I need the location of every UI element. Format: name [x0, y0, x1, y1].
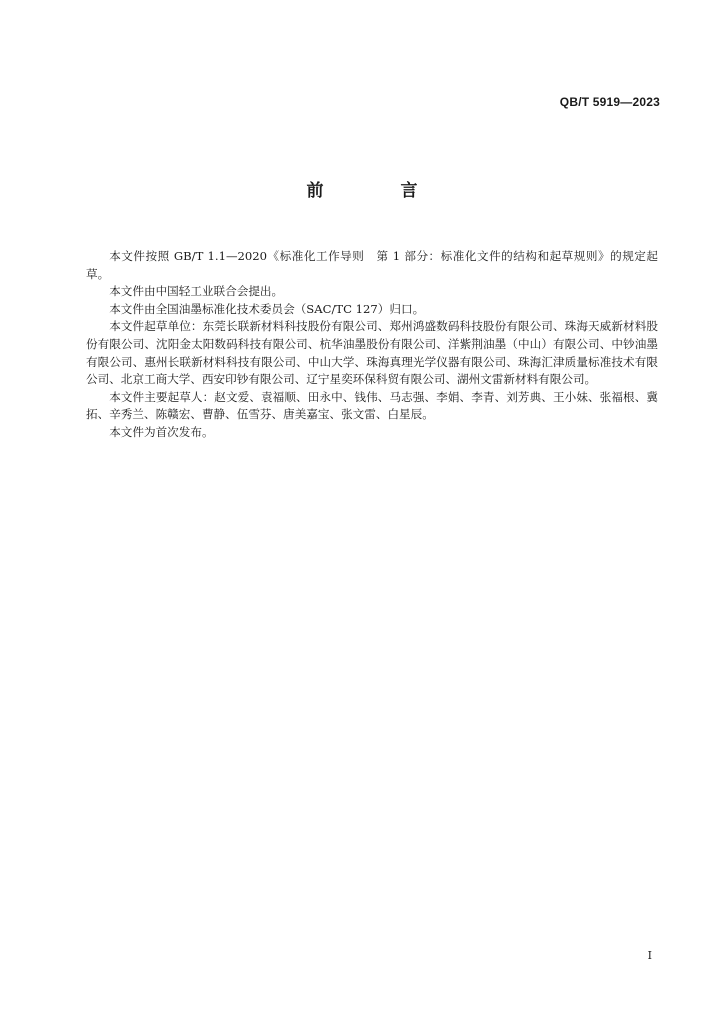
paragraph-first-release: 本文件为首次发布。	[109, 424, 214, 439]
foreword-body	[86, 248, 658, 442]
document-number: QB/T 5919—2023	[559, 95, 660, 109]
paragraph-proposer: 本文件由中国轻工业联合会提出。	[109, 284, 284, 299]
paragraph-drafting-rules: 本文件按照 GB/T 1.1—2020《标准化工作导则 第 1 部分：标准化文件的结构和起草规则》的规定起草。	[86, 249, 658, 281]
paragraph-drafters: 本文件主要起草人：赵文爱、袁福顺、田永中、钱伟、马志强、李娟、李青、刘芳典、王小妹、张福根、冀拓、辛秀兰、陈赣宏、曹静、伍雪芬、唐美嘉宝、张文雷、白星辰。	[86, 389, 658, 422]
page-number: I	[647, 949, 652, 962]
section-title: 前 言	[306, 181, 448, 201]
paragraph-drafting-units: 本文件起草单位：东莞长联新材料科技股份有限公司、郑州鸿盛数码科技股份有限公司、珠海天威新材料股份有限公司、沈阳金太阳数码科技有限公司、杭华油墨股份有限公司、洋紫荆油墨（中山）有限公司、中钞油墨有限公司、惠州长联新材料科技有限公司、中山大学、珠海真理光学仪器有限公司、珠海汇津质量标准技术有限公司、北京工商大学、西安印钞有限公司、辽宁星奕环保科贸有限公司、湖州文雷新材料有限公司。	[86, 319, 658, 387]
paragraph-administrator: 本文件由全国油墨标准化技术委员会（SAC/TC 127）归口。	[109, 301, 425, 316]
